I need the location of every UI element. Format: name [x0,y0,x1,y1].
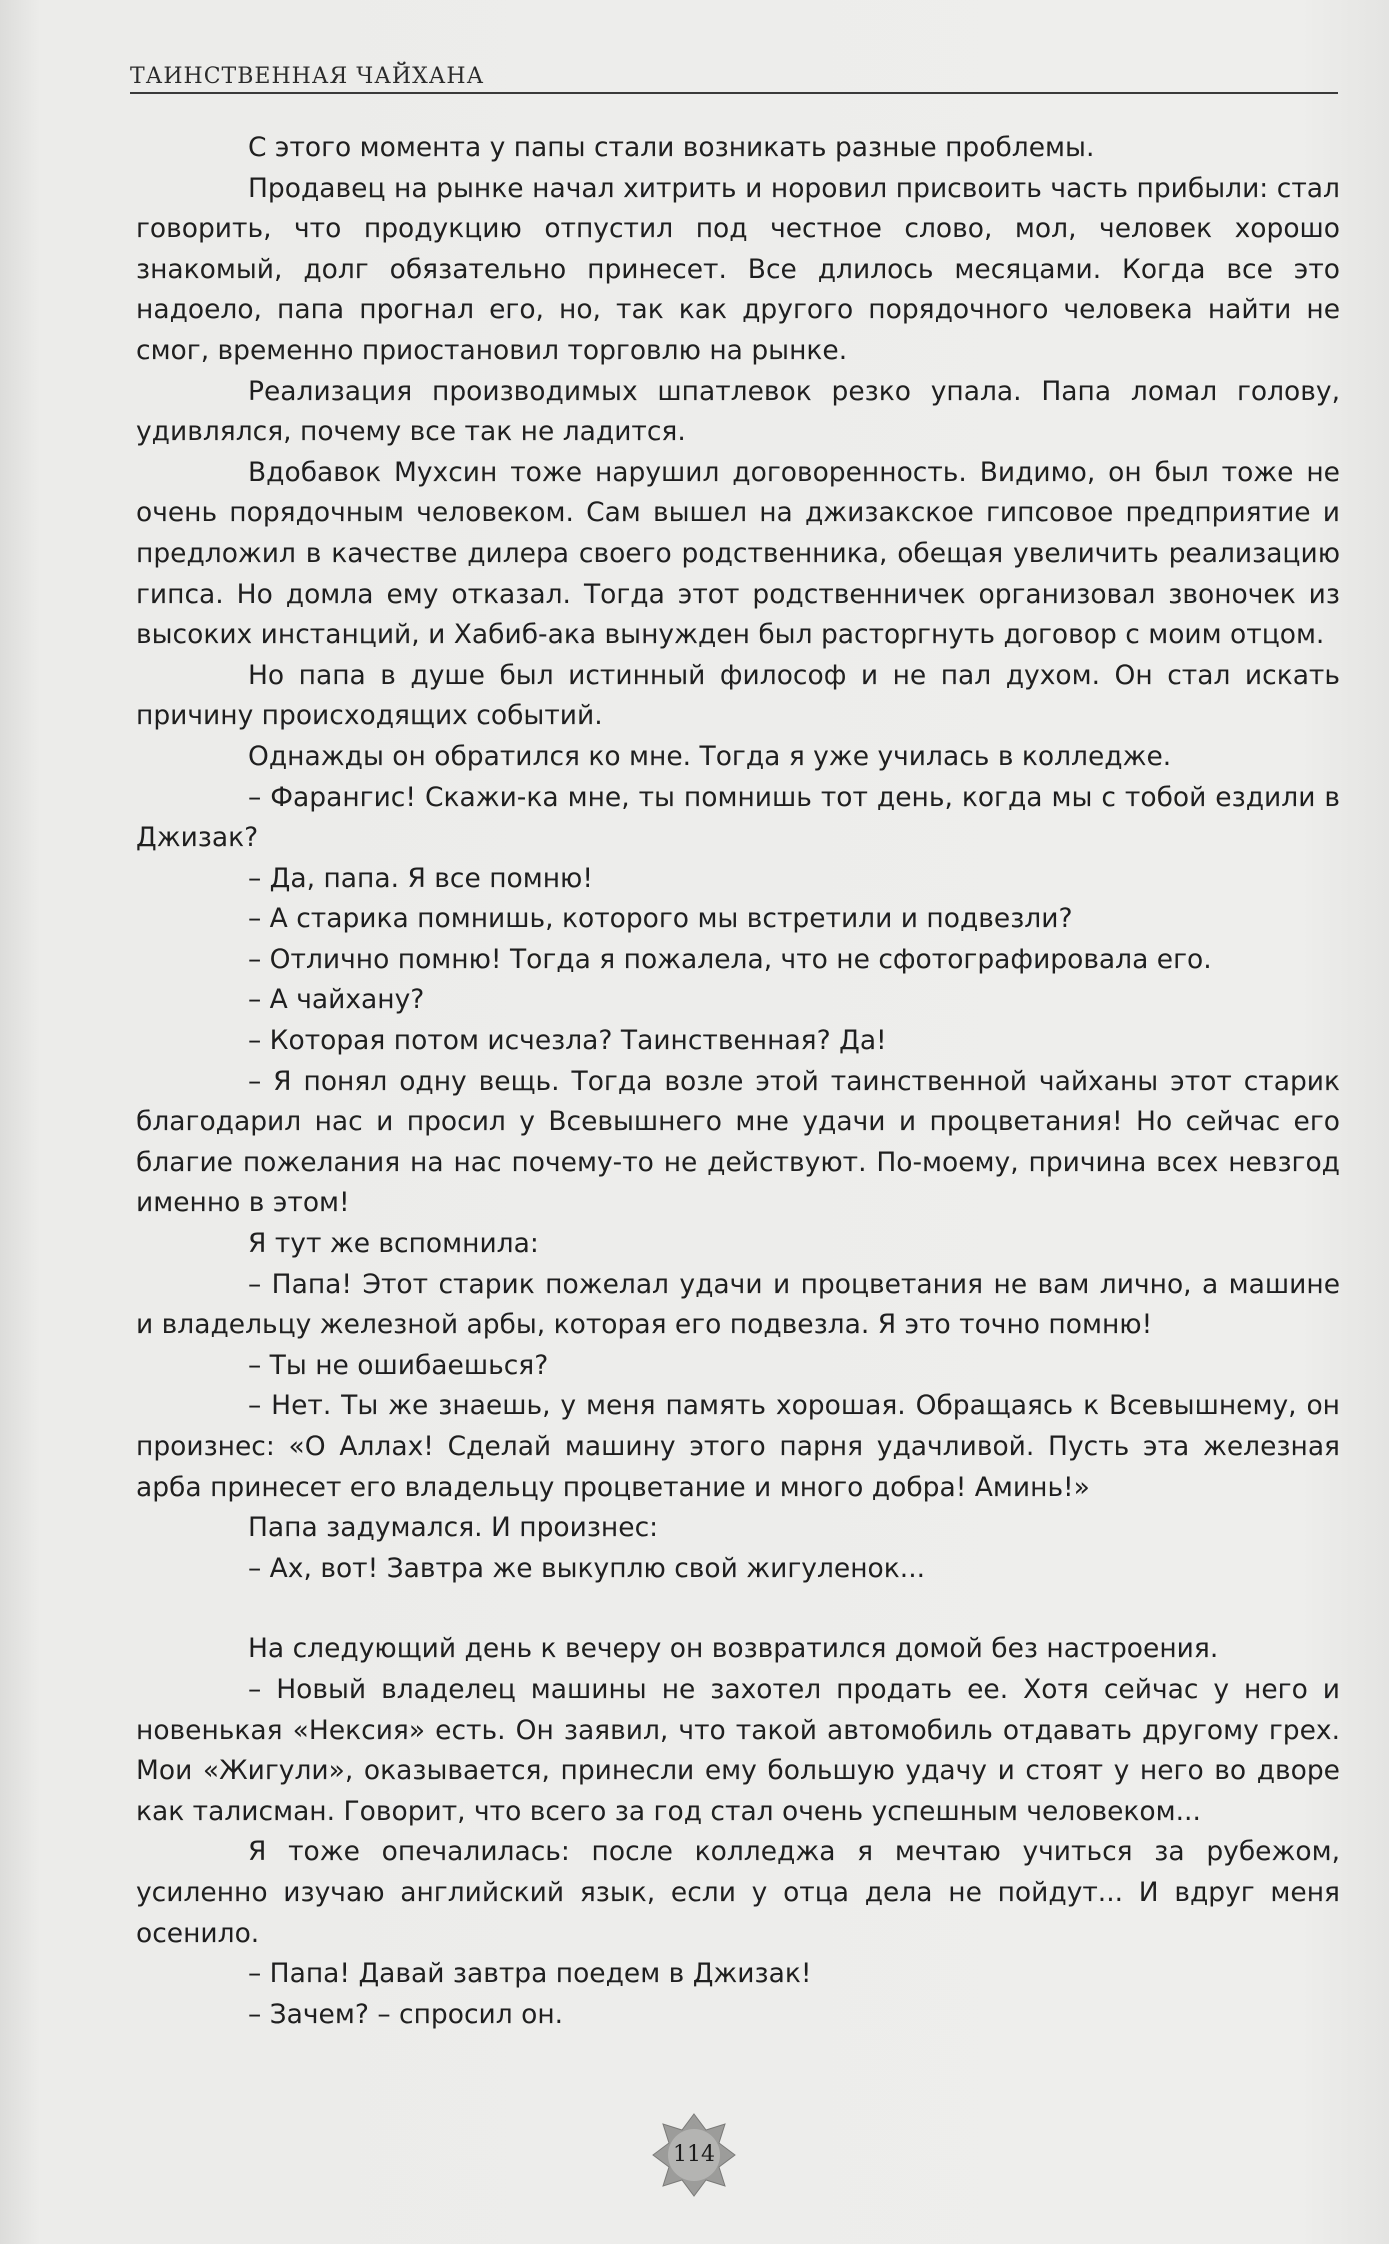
paragraph: – Фарангис! Скажи-ка мне, ты помнишь тот день, когда мы с тобой ездили в Джизак? [136,781,1340,854]
body-text [136,128,1340,2035]
paragraph: – Ах, вот! Завтра же выкуплю свой жигуленок... [248,1552,926,1584]
paragraph: – А старика помнишь, которого мы встретили и подвезли? [248,903,1073,935]
paragraph: – Зачем? – спросил он. [248,1998,564,2030]
page-number-badge [649,2110,739,2200]
paragraph: С этого момента у папы стали возникать разные проблемы. [248,132,1095,163]
paragraph: – Ты не ошибаешься? [248,1349,549,1381]
paragraph: Продавец на рынке начал хитрить и норовил присвоить часть прибыли: стал говорить, что продукцию отпустил под честное слово, мол, человек хорошо знакомый, долг обязательно принесет. Все длилось месяцами. Когда все это надоело, папа прогнал его, но, так как другого порядочного человека найти не смог, временно приостановил торговлю на рынке. [136,172,1340,366]
paragraph: На следующий день к вечеру он возвратился домой без настроения. [248,1633,1219,1665]
paragraph: – Я понял одну вещь. Тогда возле этой таинственной чайханы этот старик благодарил нас и просил у Всевышнего мне удачи и процветания! Но сейчас его благие пожелания на нас почему-то не действуют. По-моему, причина всех невзгод именно в этом! [136,1065,1340,1219]
paragraph: – Отлично помню! Тогда я пожалела, что не сфотографировала его. [248,943,1212,975]
running-head: ТАИНСТВЕННАЯ ЧАЙХАНА [130,64,485,89]
paragraph: Вдобавок Мухсин тоже нарушил договоренность. Видимо, он был тоже не очень порядочным человеком. Сам вышел на джизакское гипсовое предприятие и предложил в качестве дилера своего родственника, обещая увеличить реализацию гипса. Но домла ему отказал. Тогда этот родственничек организовал звоночек из высоких инстанций, и Хабиб-ака вынужден был расторгнуть договор с моим отцом. [136,456,1340,651]
paragraph: – Новый владелец машины не захотел продать ее. Хотя сейчас у него и новенькая «Нексия» есть. Он заявил, что такой автомобиль отдавать другому грех. Мои «Жигули», оказывается, принесли ему большую удачу и стоят у него во дворе как талисман. Говорит, что всего за год стал очень успешным человеком... [136,1673,1340,1827]
paragraph: – Да, папа. Я все помню! [248,862,593,894]
paragraph: Я тоже опечалилась: после колледжа я мечтаю учиться за рубежом, усиленно изучаю английский язык, если у отца дела не пойдут... И вдруг меня осенило. [136,1836,1340,1949]
paragraph: – Папа! Этот старик пожелал удачи и процветания не вам лично, а машине и владельцу железной арбы, которая его подвезла. Я это точно помню! [136,1268,1340,1341]
header-rule [130,92,1338,94]
paragraph: Я тут же вспомнила: [248,1228,539,1260]
blank-line [136,1589,1340,1629]
paragraph: Папа задумался. И произнес: [248,1512,659,1544]
paragraph: Однажды он обратился ко мне. Тогда я уже училась в колледже. [248,740,1172,772]
paragraph: – А чайхану? [248,984,425,1016]
paragraph: Но папа в душе был истинный философ и не пал духом. Он стал искать причину происходящих событий. [136,659,1340,732]
paragraph: – Папа! Давай завтра поедем в Джизак! [248,1958,812,1990]
paragraph: – Которая потом исчезла? Таинственная? Да! [248,1025,887,1057]
paragraph: Реализация производимых шпатлевок резко упала. Папа ломал голову, удивлялся, почему все так не ладится. [136,375,1340,448]
paragraph: – Нет. Ты же знаешь, у меня память хорошая. Обращаясь к Всевышнему, он произнес: «О Аллах! Сделай машину этого парня удачливой. Пусть эта железная арба принесет его владельцу процветание и много добра! Аминь!» [136,1390,1340,1503]
page-number: 114 [673,2142,715,2167]
